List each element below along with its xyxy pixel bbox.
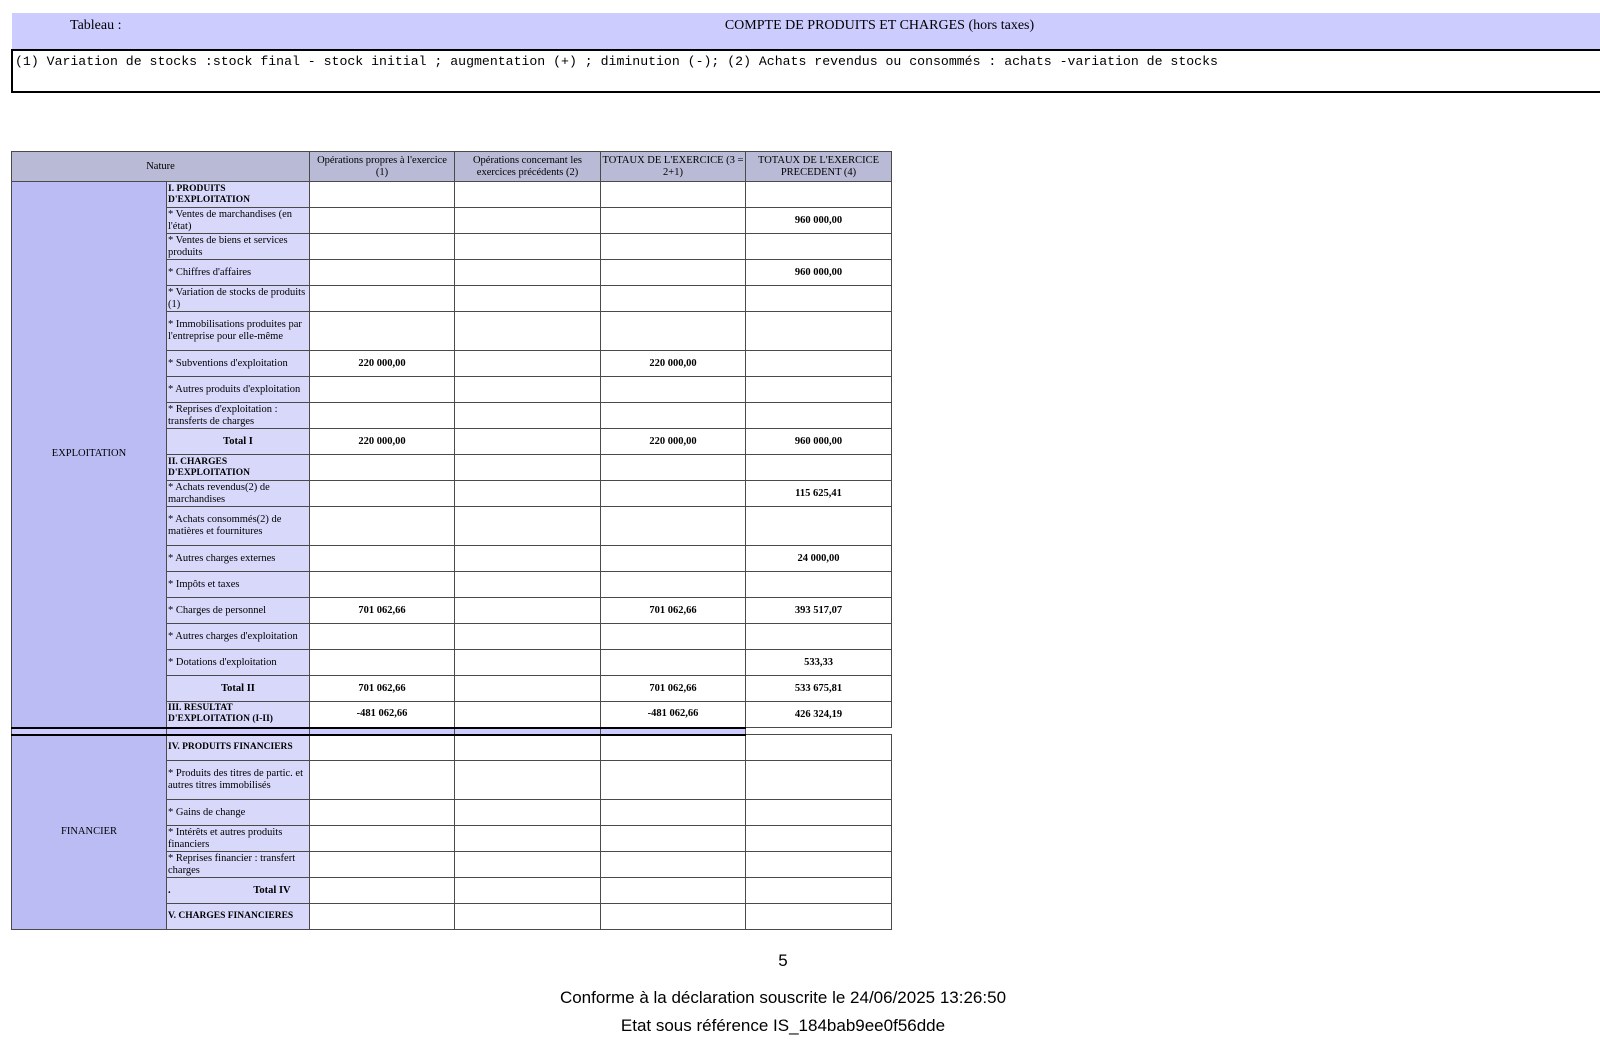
value-cell-col-1	[310, 572, 455, 598]
row-label: * Intérêts et autres produits financiers	[167, 826, 310, 852]
row-label: * Gains de change	[167, 800, 310, 826]
value-cell-col-3	[601, 403, 746, 429]
row-label: III. RESULTAT D'EXPLOITATION (I-II)	[167, 702, 310, 728]
value-cell-col-4	[746, 455, 892, 481]
value-cell-col-1	[310, 852, 455, 878]
value-cell-col-4	[746, 800, 892, 826]
value-cell-col-2	[455, 826, 601, 852]
value-cell-col-4	[746, 904, 892, 930]
value-cell-col-4: 533,33	[746, 650, 892, 676]
section-label-financier: FINANCIER	[12, 735, 167, 930]
value-cell-col-2	[455, 572, 601, 598]
row-label: * Subventions d'exploitation	[167, 351, 310, 377]
separator-cell	[12, 728, 167, 735]
value-cell-col-1	[310, 735, 455, 761]
value-cell-col-1	[310, 403, 455, 429]
row-label: * Achats consommés(2) de matières et fournitures	[167, 507, 310, 546]
value-cell-col-1	[310, 377, 455, 403]
value-cell-col-4	[746, 234, 892, 260]
value-cell-col-1	[310, 507, 455, 546]
separator-cell	[167, 728, 310, 735]
footnote-box: (1) Variation de stocks :stock final - stock initial ; augmentation (+) ; diminution (-); (2) Achats revendus ou consommés : achats -variation de stocks	[11, 49, 1600, 93]
value-cell-col-3	[601, 481, 746, 507]
value-cell-col-4	[746, 878, 892, 904]
value-cell-col-2	[455, 598, 601, 624]
value-cell-col-3	[601, 761, 746, 800]
value-cell-col-4: 115 625,41	[746, 481, 892, 507]
value-cell-col-3: -481 062,66	[601, 702, 746, 728]
value-cell-col-3	[601, 312, 746, 351]
value-cell-col-4	[746, 735, 892, 761]
value-cell-col-2	[455, 286, 601, 312]
table-row	[12, 182, 892, 208]
value-cell-col-3	[601, 826, 746, 852]
row-label: * Achats revendus(2) de marchandises	[167, 481, 310, 507]
row-label: V. CHARGES FINANCIERES	[167, 904, 310, 930]
row-label: * Impôts et taxes	[167, 572, 310, 598]
value-cell-col-4: 393 517,07	[746, 598, 892, 624]
value-cell-col-3: 220 000,00	[601, 429, 746, 455]
header-row	[12, 152, 892, 182]
table-header-bar	[12, 13, 1600, 49]
row-label: * Dotations d'exploitation	[167, 650, 310, 676]
value-cell-col-2	[455, 852, 601, 878]
section-label-exploitation: EXPLOITATION	[12, 182, 167, 728]
value-cell-col-1	[310, 234, 455, 260]
value-cell-col-2	[455, 377, 601, 403]
value-cell-col-2	[455, 312, 601, 351]
tableau-label: Tableau :	[70, 18, 122, 33]
value-cell-col-3	[601, 572, 746, 598]
row-label: Total I	[167, 429, 310, 455]
value-cell-col-3	[601, 182, 746, 208]
value-cell-col-3	[601, 904, 746, 930]
value-cell-col-2	[455, 735, 601, 761]
value-cell-col-1: 220 000,00	[310, 429, 455, 455]
value-cell-col-2	[455, 208, 601, 234]
value-cell-col-3	[601, 546, 746, 572]
document-title: COMPTE DE PRODUITS ET CHARGES (hors taxes)	[724, 18, 1035, 33]
value-cell-col-2	[455, 650, 601, 676]
value-cell-col-1	[310, 481, 455, 507]
value-cell-col-4	[746, 182, 892, 208]
value-cell-col-4	[746, 507, 892, 546]
row-label: * Variation de stocks de produits (1)	[167, 286, 310, 312]
value-cell-col-2	[455, 429, 601, 455]
row-label: * Ventes de biens et services produits	[167, 234, 310, 260]
value-cell-col-4	[746, 351, 892, 377]
value-cell-col-3	[601, 260, 746, 286]
row-prefix: .	[168, 884, 171, 896]
row-label: * Autres produits d'exploitation	[167, 377, 310, 403]
header-nature: Nature	[12, 152, 310, 182]
value-cell-col-1: -481 062,66	[310, 702, 455, 728]
value-cell-col-4: 24 000,00	[746, 546, 892, 572]
value-cell-col-1	[310, 761, 455, 800]
value-cell-col-4	[746, 826, 892, 852]
value-cell-col-3	[601, 507, 746, 546]
row-label: * Ventes de marchandises (en l'état)	[167, 208, 310, 234]
value-cell-col-3: 220 000,00	[601, 351, 746, 377]
value-cell-col-4	[746, 377, 892, 403]
value-cell-col-4	[746, 312, 892, 351]
conformity-statement: Conforme à la déclaration souscrite le 24/06/2025 13:26:50	[559, 988, 1007, 1007]
value-cell-col-1: 220 000,00	[310, 351, 455, 377]
value-cell-col-2	[455, 878, 601, 904]
value-cell-col-1	[310, 546, 455, 572]
value-cell-col-2	[455, 624, 601, 650]
value-cell-col-4: 960 000,00	[746, 429, 892, 455]
value-cell-col-2	[455, 904, 601, 930]
header-col-2: Opérations concernant les exercices précédents (2)	[455, 152, 601, 182]
value-cell-col-2	[455, 455, 601, 481]
row-label: * Chiffres d'affaires	[167, 260, 310, 286]
value-cell-col-4	[746, 624, 892, 650]
value-cell-col-3	[601, 377, 746, 403]
page-number: 5	[778, 951, 788, 970]
value-cell-col-2	[455, 507, 601, 546]
value-cell-col-1	[310, 182, 455, 208]
value-cell-col-2	[455, 702, 601, 728]
value-cell-col-3	[601, 650, 746, 676]
value-cell-col-1	[310, 208, 455, 234]
value-cell-col-3: 701 062,66	[601, 598, 746, 624]
row-label: * Reprises d'exploitation : transferts de charges	[167, 403, 310, 429]
value-cell-col-4: 533 675,81	[746, 676, 892, 702]
header-col-1: Opérations propres à l'exercice (1)	[310, 152, 455, 182]
row-label: * Reprises financier : transfert charges	[167, 852, 310, 878]
value-cell-col-1	[310, 904, 455, 930]
value-cell-col-1	[310, 286, 455, 312]
value-cell-col-3	[601, 286, 746, 312]
value-cell-col-2	[455, 481, 601, 507]
value-cell-col-2	[455, 234, 601, 260]
row-label: * Autres charges externes	[167, 546, 310, 572]
value-cell-col-4	[746, 403, 892, 429]
income-statement-table	[11, 151, 892, 930]
value-cell-col-4	[746, 572, 892, 598]
value-cell-col-2	[455, 351, 601, 377]
value-cell-col-1: 701 062,66	[310, 676, 455, 702]
value-cell-col-3	[601, 624, 746, 650]
value-cell-col-3: 701 062,66	[601, 676, 746, 702]
value-cell-col-3	[601, 208, 746, 234]
value-cell-col-3	[601, 800, 746, 826]
reference-statement: Etat sous référence IS_184bab9ee0f56dde	[620, 1016, 946, 1035]
value-cell-col-2	[455, 182, 601, 208]
row-label: * Immobilisations produites par l'entreprise pour elle-même	[167, 312, 310, 351]
row-label: II. CHARGES D'EXPLOITATION	[167, 455, 310, 481]
value-cell-col-4: 960 000,00	[746, 208, 892, 234]
value-cell-col-1	[310, 260, 455, 286]
row-label: * Produits des titres de partic. et autres titres immobilisés	[167, 761, 310, 800]
value-cell-col-1	[310, 650, 455, 676]
separator-cell	[601, 728, 746, 735]
row-label: * Charges de personnel	[167, 598, 310, 624]
row-label: Total II	[167, 676, 310, 702]
value-cell-col-2	[455, 260, 601, 286]
value-cell-col-1	[310, 312, 455, 351]
value-cell-col-3	[601, 852, 746, 878]
value-cell-col-4: 960 000,00	[746, 260, 892, 286]
separator-cell	[310, 728, 455, 735]
value-cell-col-4	[746, 852, 892, 878]
table-row	[12, 735, 892, 761]
value-cell-col-1	[310, 878, 455, 904]
separator-cell	[455, 728, 601, 735]
row-label: I. PRODUITS D'EXPLOITATION	[167, 182, 310, 208]
row-label-text: Total IV	[253, 884, 291, 896]
row-label: * Autres charges d'exploitation	[167, 624, 310, 650]
value-cell-col-2	[455, 761, 601, 800]
row-label	[167, 878, 310, 904]
value-cell-col-2	[455, 800, 601, 826]
value-cell-col-2	[455, 403, 601, 429]
value-cell-col-1: 701 062,66	[310, 598, 455, 624]
value-cell-col-1	[310, 455, 455, 481]
header-col-3: TOTAUX DE L'EXERCICE (3 = 2+1)	[601, 152, 746, 182]
value-cell-col-1	[310, 624, 455, 650]
value-cell-col-1	[310, 800, 455, 826]
value-cell-col-3	[601, 455, 746, 481]
value-cell-col-2	[455, 546, 601, 572]
section-separator	[12, 728, 892, 735]
value-cell-col-3	[601, 878, 746, 904]
header-col-4: TOTAUX DE L'EXERCICE PRECEDENT (4)	[746, 152, 892, 182]
value-cell-col-4	[746, 761, 892, 800]
value-cell-col-4: 426 324,19	[746, 702, 892, 728]
value-cell-col-3	[601, 735, 746, 761]
value-cell-col-4	[746, 286, 892, 312]
value-cell-col-3	[601, 234, 746, 260]
value-cell-col-2	[455, 676, 601, 702]
row-label: IV. PRODUITS FINANCIERS	[167, 735, 310, 761]
value-cell-col-1	[310, 826, 455, 852]
